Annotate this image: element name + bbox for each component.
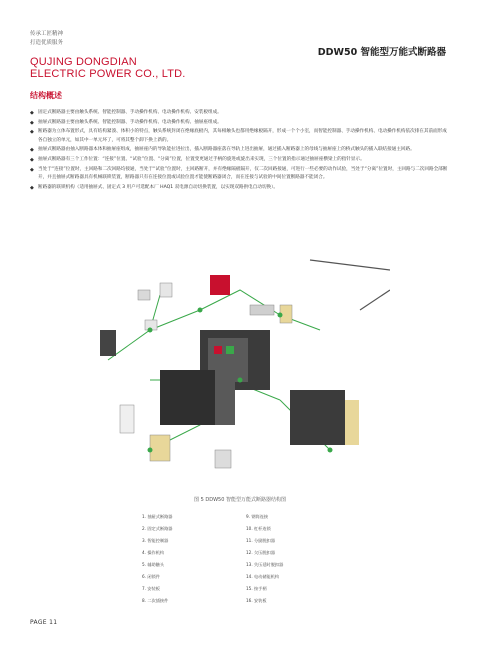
marker xyxy=(198,308,203,313)
page-number: PAGE 11 xyxy=(30,619,58,626)
legend-item: 10. 杠杆连锁 xyxy=(246,526,271,531)
brand-line-2: ELECTRIC POWER CO., LTD. xyxy=(30,68,186,80)
legend-item: 11. 分励脱扣器 xyxy=(246,538,275,543)
bullet-list xyxy=(30,109,450,193)
product-title: DDW50 智能型万能式断路器 xyxy=(317,47,446,58)
exploded-diagram xyxy=(90,250,390,490)
bullet-item: ◆ 抽屉式断路器由抽入断路器本体和抽屉座组成，抽屉座内的导轨能拉进拉出，插入断路器座落在导轨上进出抽屉，通过插入断路器上的母线与抽屉座上的桥式触头的插入联结接通主回路。 xyxy=(30,146,450,154)
legend-item: 14. 电动储能机构 xyxy=(246,574,280,579)
legend-item: 1. 抽屉式断路器 xyxy=(142,514,173,519)
legend-item: 12. 欠压脱扣器 xyxy=(246,550,275,555)
bullet-item: ◆ 抽屉式断路器有三个工作位置：“连接”位置、“试验”位置、“分离”位置，位置变更通过手柄的旋进或旋出来实现，三个位置的指示通过抽屉座横梁上的指针显示。 xyxy=(30,156,450,164)
part-red-unit xyxy=(210,275,230,295)
bullet-item: ◆ 固定式断路器主要由触头系统、智能控制器、手动操作机构、电动操作机构、安装板组成。 xyxy=(30,109,450,117)
bullet-item: ◆ 当处于“连接”位置时，主回路和二次回路均接通，当处于“试验”位置时，主回路断开，并有绝缘隔板隔开，仅二次回路接通，可进行一些必要的动作试验，当处于“分离”位置时，主回路与二次回路全部断开，并且抽屉式断路器具有机械联锁装置，断路器只有在连接位置或试验位置才能使断路器闭合，而在连接与试验的中间位置断路器不能闭合。 xyxy=(30,166,450,182)
part-relay xyxy=(160,283,172,297)
rod xyxy=(360,290,390,310)
fixed-breaker-body xyxy=(290,390,345,445)
base-frame xyxy=(160,370,215,425)
marker xyxy=(148,328,153,333)
rod xyxy=(310,260,390,270)
legend-item: 4. 操作机构 xyxy=(142,550,165,555)
figure-caption: 图 5 DDW50 智能型万能式断路器结构图 xyxy=(194,497,286,503)
marker xyxy=(278,313,283,318)
part-terminal-block xyxy=(138,290,150,300)
part-handle xyxy=(120,405,134,433)
part-black-box xyxy=(100,330,116,356)
section-title: 结构概述 xyxy=(30,91,62,100)
base-frame-side xyxy=(215,380,235,425)
brand-line-1: QUJING DONGDIAN xyxy=(30,56,137,68)
marker xyxy=(238,378,243,383)
legend-item: 7. 安装板 xyxy=(142,586,160,591)
rods xyxy=(310,260,390,310)
bullet-item: ◆ 断路器的联锁机构（适用抽屉式、固定式 3 用户可选配本厂 HAQ1 双电源自动切换装置，以实现双路供电自动切换）。 xyxy=(30,184,450,192)
marker xyxy=(328,448,333,453)
legend-item: 13. 失压延时脱扣器 xyxy=(246,562,284,567)
breaker-green-button xyxy=(226,346,234,354)
breaker-red-button xyxy=(214,346,222,354)
bullet-item: ◆ 断路器为立体布置形式，具有结构紧凑、体积小的特点，触头系统封闭在绝缘底板内，其每相触头也都用绝缘板隔开，形成一个个小室，而智能控制器、手动操作机构、电动操作机构依次排在其前面形成各自独立的单元，如其中一单元坏了，可将其整个卸下换上新的。 xyxy=(30,128,450,144)
part-aux-contact xyxy=(250,305,274,315)
legend-item: 8. 二次插接件 xyxy=(142,598,169,603)
slogan-line-1: 传承工匠精神 xyxy=(30,31,64,37)
part-motor xyxy=(150,435,170,461)
brand-logo xyxy=(30,56,186,80)
legend-item: 15. 按手柄 xyxy=(246,586,267,591)
fixed-breaker-side xyxy=(345,400,359,445)
bullet-item: ◆ 抽屉式断路器主要由触头系统、智能控制器、手动操作机构、电动操作机构、抽屉座组成。 xyxy=(30,119,450,127)
legend-item: 3. 智能控制器 xyxy=(142,538,169,543)
legend-item: 9. 钢筒连接 xyxy=(246,514,269,519)
legend-item: 6. 闭锁件 xyxy=(142,574,160,579)
legend-item: 5. 辅助触头 xyxy=(142,562,165,567)
slogan-line-2: 打造优质服务 xyxy=(30,40,64,46)
legend-item: 2. 固定式断路器 xyxy=(142,526,173,531)
legend-item: 16. 安装板 xyxy=(246,598,267,603)
part-shunt xyxy=(215,450,231,468)
marker xyxy=(148,448,153,453)
fixed-breaker xyxy=(290,390,359,445)
slogan xyxy=(30,30,63,48)
